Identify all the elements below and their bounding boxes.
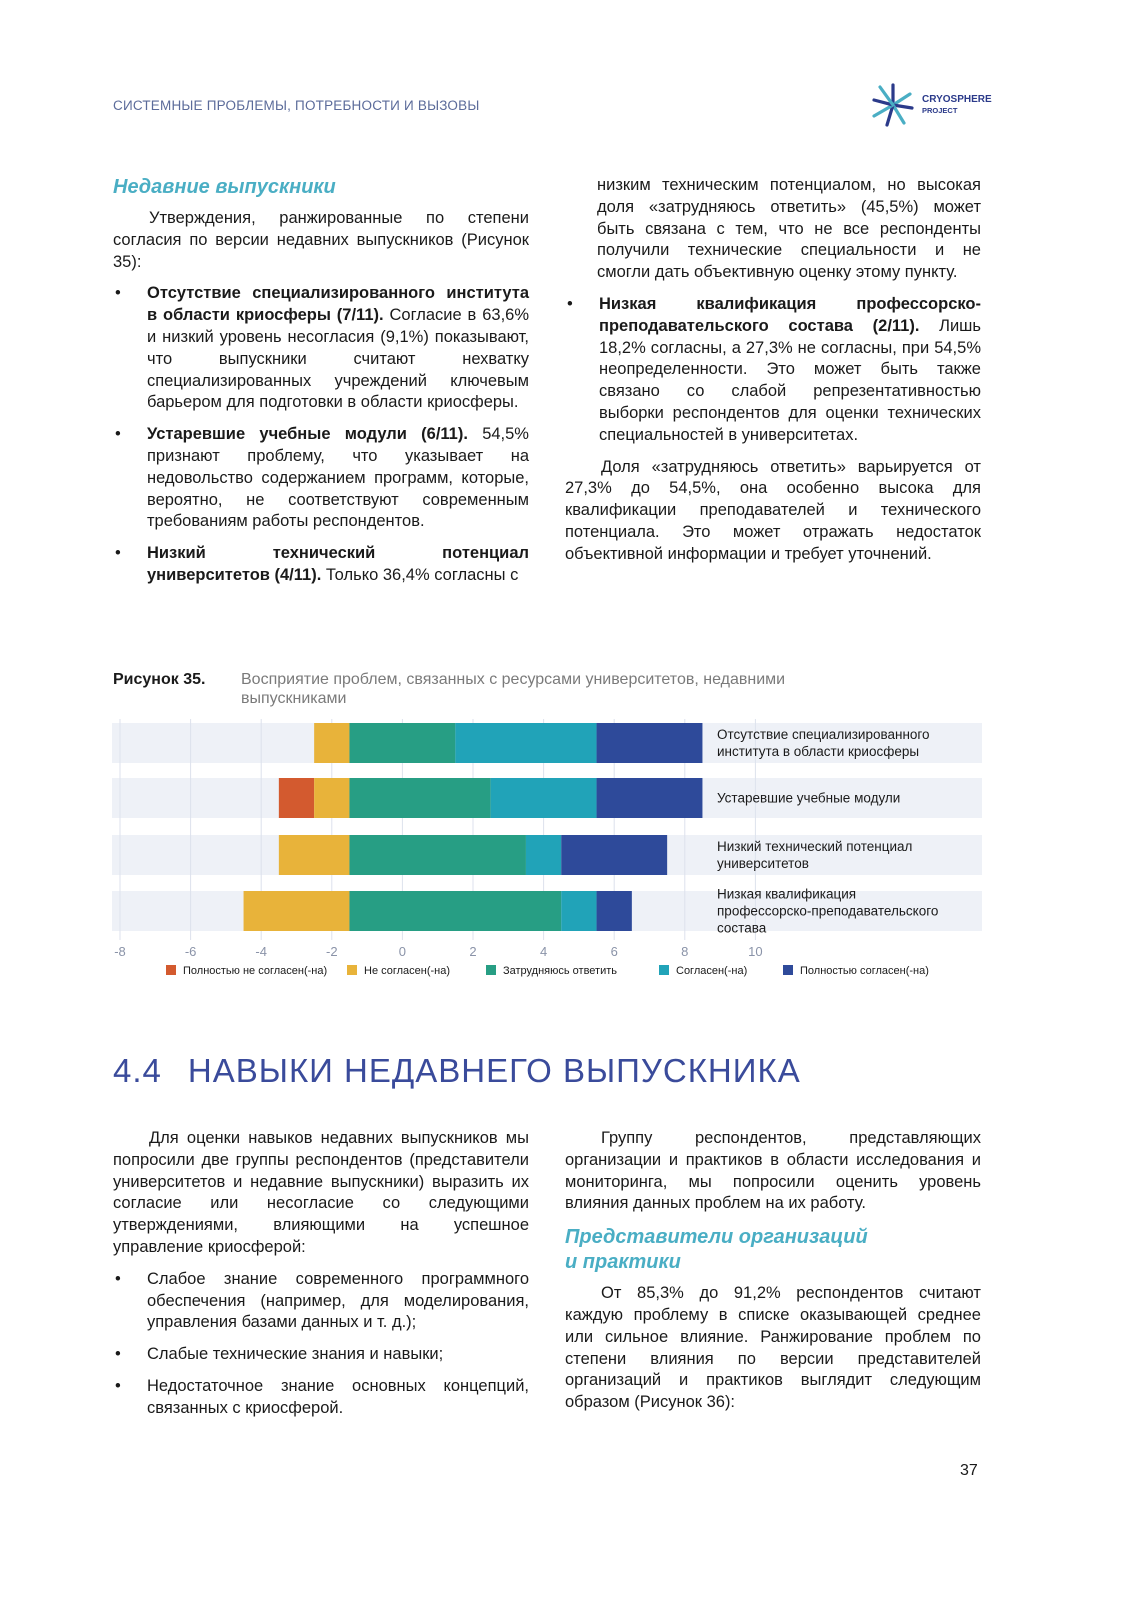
legend-swatch [783, 965, 793, 975]
ranking-paragraph: От 85,3% до 91,2% респондентов считают каждую проблему в списке оказывающей среднее или сильное влияние. Ранжирование проблем по степени влияния по версии представителей организаций и практиков выглядит следующим образом (Рисунок 36): [565, 1284, 981, 1412]
cryosphere-logo [870, 82, 1000, 132]
legend-label: Полностью не согласен(-на) [183, 965, 328, 977]
legend-label: Полностью согласен(-на) [800, 965, 929, 977]
intro-paragraph: Группу респондентов, представляющих организации и практиков в области исследования и мониторинга, мы попросили оценить уровень влияния данных проблем на их работу. [565, 1129, 981, 1213]
bar-segment [597, 778, 703, 818]
bar-segment [561, 835, 667, 875]
tick-label: -2 [326, 944, 338, 959]
summary-paragraph: Доля «затрудняюсь ответить» варьируется от 27,3% до 54,5%, она особенно высока для квалификации преподавателей и технического потенциала. Это может отражать недостаток объективной информации и требует уточнений. [565, 457, 981, 563]
bottom-right-column [565, 1128, 981, 1414]
tick-label: 0 [398, 944, 407, 959]
logo-line1: CRYOSPHERE [922, 94, 992, 105]
list-item: • Низкая квалификация профессорско-преподавательского состава (2/11). Лишь 18,2% согласны, а 27,3% не согласны, при 54,5% неопределенности. Это может быть также связано со слабой репрезентативностью выборки респондентов для оценки технических специальностей в университетах. [565, 294, 981, 447]
bullet-list [113, 1269, 529, 1420]
figure-caption-text: Восприятие проблем, связанных с ресурсами университетов, недавними выпускниками [241, 671, 786, 707]
bottom-left-column [113, 1128, 529, 1430]
list-item: • Недостаточное знание основных концепций, связанных с криосферой. [113, 1376, 529, 1420]
legend-swatch [166, 965, 176, 975]
category-label: Низкая квалификация профессорско-преподавательского состава [717, 886, 939, 936]
tick-label: 10 [748, 944, 763, 959]
tick-label: -8 [114, 944, 126, 959]
legend-label: Затрудняюсь ответить [503, 965, 618, 977]
bar-segment [349, 835, 526, 875]
top-left-column [113, 175, 529, 597]
section-title [113, 1052, 801, 1090]
tick-label: 4 [539, 944, 548, 959]
legend-label: Согласен(-на) [676, 965, 748, 977]
page-number: 37 [960, 1462, 978, 1479]
logo-wordmark [922, 94, 992, 116]
bar-segment [561, 891, 596, 931]
bar-segment [597, 891, 632, 931]
tick-label: 2 [469, 944, 477, 959]
list-item: • Низкий технический потенциал университетов (4/11). Только 36,4% согласны с [113, 543, 529, 587]
bar-segment [349, 891, 561, 931]
bar-segment [455, 723, 596, 763]
bar-segment [349, 778, 490, 818]
legend-swatch [659, 965, 669, 975]
diverging-bar-chart [100, 715, 1000, 995]
section-title-text: НАВЫКИ НЕДАВНЕГО ВЫПУСКНИКА [187, 1052, 801, 1089]
intro-paragraph: Утверждения, ранжированные по степени согласия по версии недавних выпускников (Рисунок 35): [113, 209, 529, 271]
list-item: • Слабое знание современного программного обеспечения (например, для моделирования, управления базами данных и т. д.); [113, 1269, 529, 1334]
bullet-list [113, 283, 529, 586]
bar-segment [597, 723, 703, 763]
subheading-organizations: Представители организаций и практики [565, 1226, 868, 1274]
category-label: Устаревшие учебные модули [717, 790, 901, 806]
section-number: 4.4 [113, 1052, 162, 1089]
category-label: Низкий технический потенциал университетов [717, 839, 913, 871]
bar-segment [526, 835, 561, 875]
bar-segment [244, 891, 350, 931]
intro-paragraph: Для оценки навыков недавних выпускников мы попросили две группы респондентов (представители университетов и недавние выпускники) выразить их согласие или несогласие со следующими утверждениями, влияющими на успешное управление криосферой: [113, 1129, 529, 1256]
bullet-list [565, 294, 981, 447]
subheading-recent-graduates: Недавние выпускники [113, 176, 336, 198]
tick-label: -4 [255, 944, 267, 959]
bar-segment [279, 835, 350, 875]
category-label: Отсутствие специализированного института в области криосферы [717, 727, 930, 759]
bar-segment [279, 778, 314, 818]
legend-label: Не согласен(-на) [364, 965, 451, 977]
figure-label: Рисунок 35. [113, 671, 206, 688]
bar-segment [314, 723, 349, 763]
bar-segment [491, 778, 597, 818]
bar-segment [314, 778, 349, 818]
top-right-column [565, 175, 981, 566]
tick-label: 8 [681, 944, 689, 959]
list-item: • Отсутствие специализированного института в области криосферы (7/11). Согласие в 63,6% и низкий уровень несогласия (9,1%) показывают, что выпускники считают нехватку специализированных учреждений ключевым барьером для подготовки в области криосферы. [113, 283, 529, 414]
logo-line2: PROJECT [922, 106, 958, 115]
tick-label: -6 [184, 944, 197, 959]
bar-segment [349, 723, 455, 763]
continued-text: низким техническим потенциалом, но высокая доля «затрудняюсь ответить» (45,5%) может быть связана с тем, что не все респонденты получили технические специальности и не смогли дать объективную оценку этому пункту. [597, 176, 981, 282]
list-item: • Слабые технические знания и навыки; [113, 1344, 529, 1366]
running-header: СИСТЕМНЫЕ ПРОБЛЕМЫ, ПОТРЕБНОСТИ И ВЫЗОВЫ [113, 98, 480, 113]
legend-swatch [486, 965, 496, 975]
legend-swatch [347, 965, 357, 975]
list-item: • Устаревшие учебные модули (6/11). 54,5% признают проблему, что указывает на недовольство содержанием программ, которые, вероятно, не соответствуют современным требованиям работы респондентов. [113, 424, 529, 533]
snowflake-icon [870, 82, 916, 128]
tick-label: 6 [610, 944, 618, 959]
